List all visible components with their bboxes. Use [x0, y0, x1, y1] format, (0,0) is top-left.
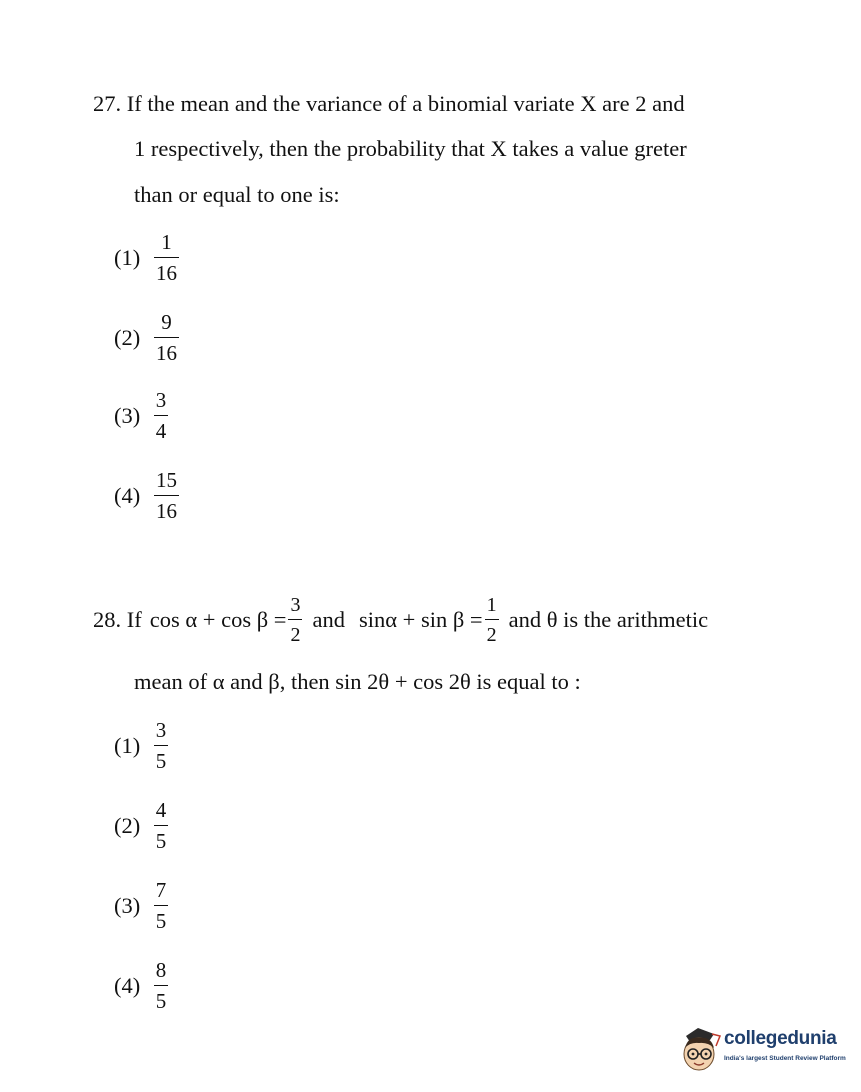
q27-option-3[interactable] — [114, 384, 168, 448]
option-number: (2) — [114, 813, 141, 838]
q28-text-line-2: mean of α and β, then sin 2θ + cos 2θ is equal to : — [134, 669, 581, 694]
fraction-numerator: 1 — [486, 594, 497, 616]
fraction-denominator: 4 — [155, 419, 167, 443]
fraction-numerator: 9 — [161, 310, 172, 334]
option-fraction — [154, 880, 168, 932]
option-fraction — [154, 232, 179, 284]
option-fraction — [154, 312, 179, 364]
option-fraction — [154, 390, 168, 442]
fraction-numerator: 15 — [156, 468, 177, 492]
option-number: (1) — [114, 245, 141, 270]
q27-text-line-3: than or equal to one is: — [134, 182, 340, 207]
option-fraction — [154, 470, 179, 522]
fraction-denominator: 5 — [155, 829, 167, 853]
fraction-numerator: 7 — [155, 878, 167, 902]
q28-option-4[interactable] — [114, 954, 168, 1018]
fraction-denominator: 5 — [155, 749, 167, 773]
fraction-denominator: 16 — [156, 499, 177, 523]
fraction-numerator: 3 — [290, 594, 301, 616]
q28-sin-sum: sinα + sin β = — [358, 607, 483, 632]
fraction-numerator: 3 — [155, 718, 167, 742]
fraction-denominator: 2 — [486, 624, 497, 646]
fraction-numerator: 4 — [155, 798, 167, 822]
fraction-denominator: 5 — [155, 909, 167, 933]
q28-fraction-2 — [485, 595, 499, 645]
q28-option-3[interactable] — [114, 874, 168, 938]
fraction-numerator: 1 — [161, 230, 172, 254]
q28-text-line-1 — [93, 592, 708, 648]
fraction-numerator: 3 — [155, 388, 167, 412]
option-number: (4) — [114, 973, 141, 998]
option-number: (1) — [114, 733, 141, 758]
option-number: (3) — [114, 893, 141, 918]
fraction-denominator: 16 — [156, 341, 177, 365]
q28-and: and — [312, 607, 345, 632]
option-number: (4) — [114, 483, 141, 508]
option-fraction — [154, 720, 168, 772]
q27-text-line-2: 1 respectively, then the probability that X takes a value greter — [134, 136, 687, 161]
fraction-denominator: 5 — [155, 989, 167, 1013]
collegedunia-logo — [676, 1024, 852, 1076]
q28-rest: and θ is the arithmetic — [508, 607, 709, 632]
q28-prefix: 28. If — [93, 607, 142, 632]
option-number: (2) — [114, 325, 141, 350]
fraction-denominator: 16 — [156, 261, 177, 285]
student-face-icon — [676, 1024, 722, 1076]
q27-option-1[interactable] — [114, 226, 179, 290]
q27-text-line-1: 27. If the mean and the variance of a binomial variate X are 2 and — [93, 91, 685, 116]
option-fraction — [154, 800, 168, 852]
fraction-denominator: 2 — [290, 624, 301, 646]
q28-cos-sum: cos α + cos β = — [149, 607, 287, 632]
logo-name: collegedunia — [724, 1028, 837, 1049]
q28-option-2[interactable] — [114, 794, 168, 858]
q27-option-2[interactable] — [114, 306, 179, 370]
q28-fraction-1 — [288, 595, 302, 645]
option-number: (3) — [114, 403, 141, 428]
logo-tagline: India's largest Student Review Platform — [724, 1055, 846, 1062]
fraction-numerator: 8 — [155, 958, 167, 982]
option-fraction — [154, 960, 168, 1012]
q28-option-1[interactable] — [114, 714, 168, 778]
q27-option-4[interactable] — [114, 464, 179, 528]
